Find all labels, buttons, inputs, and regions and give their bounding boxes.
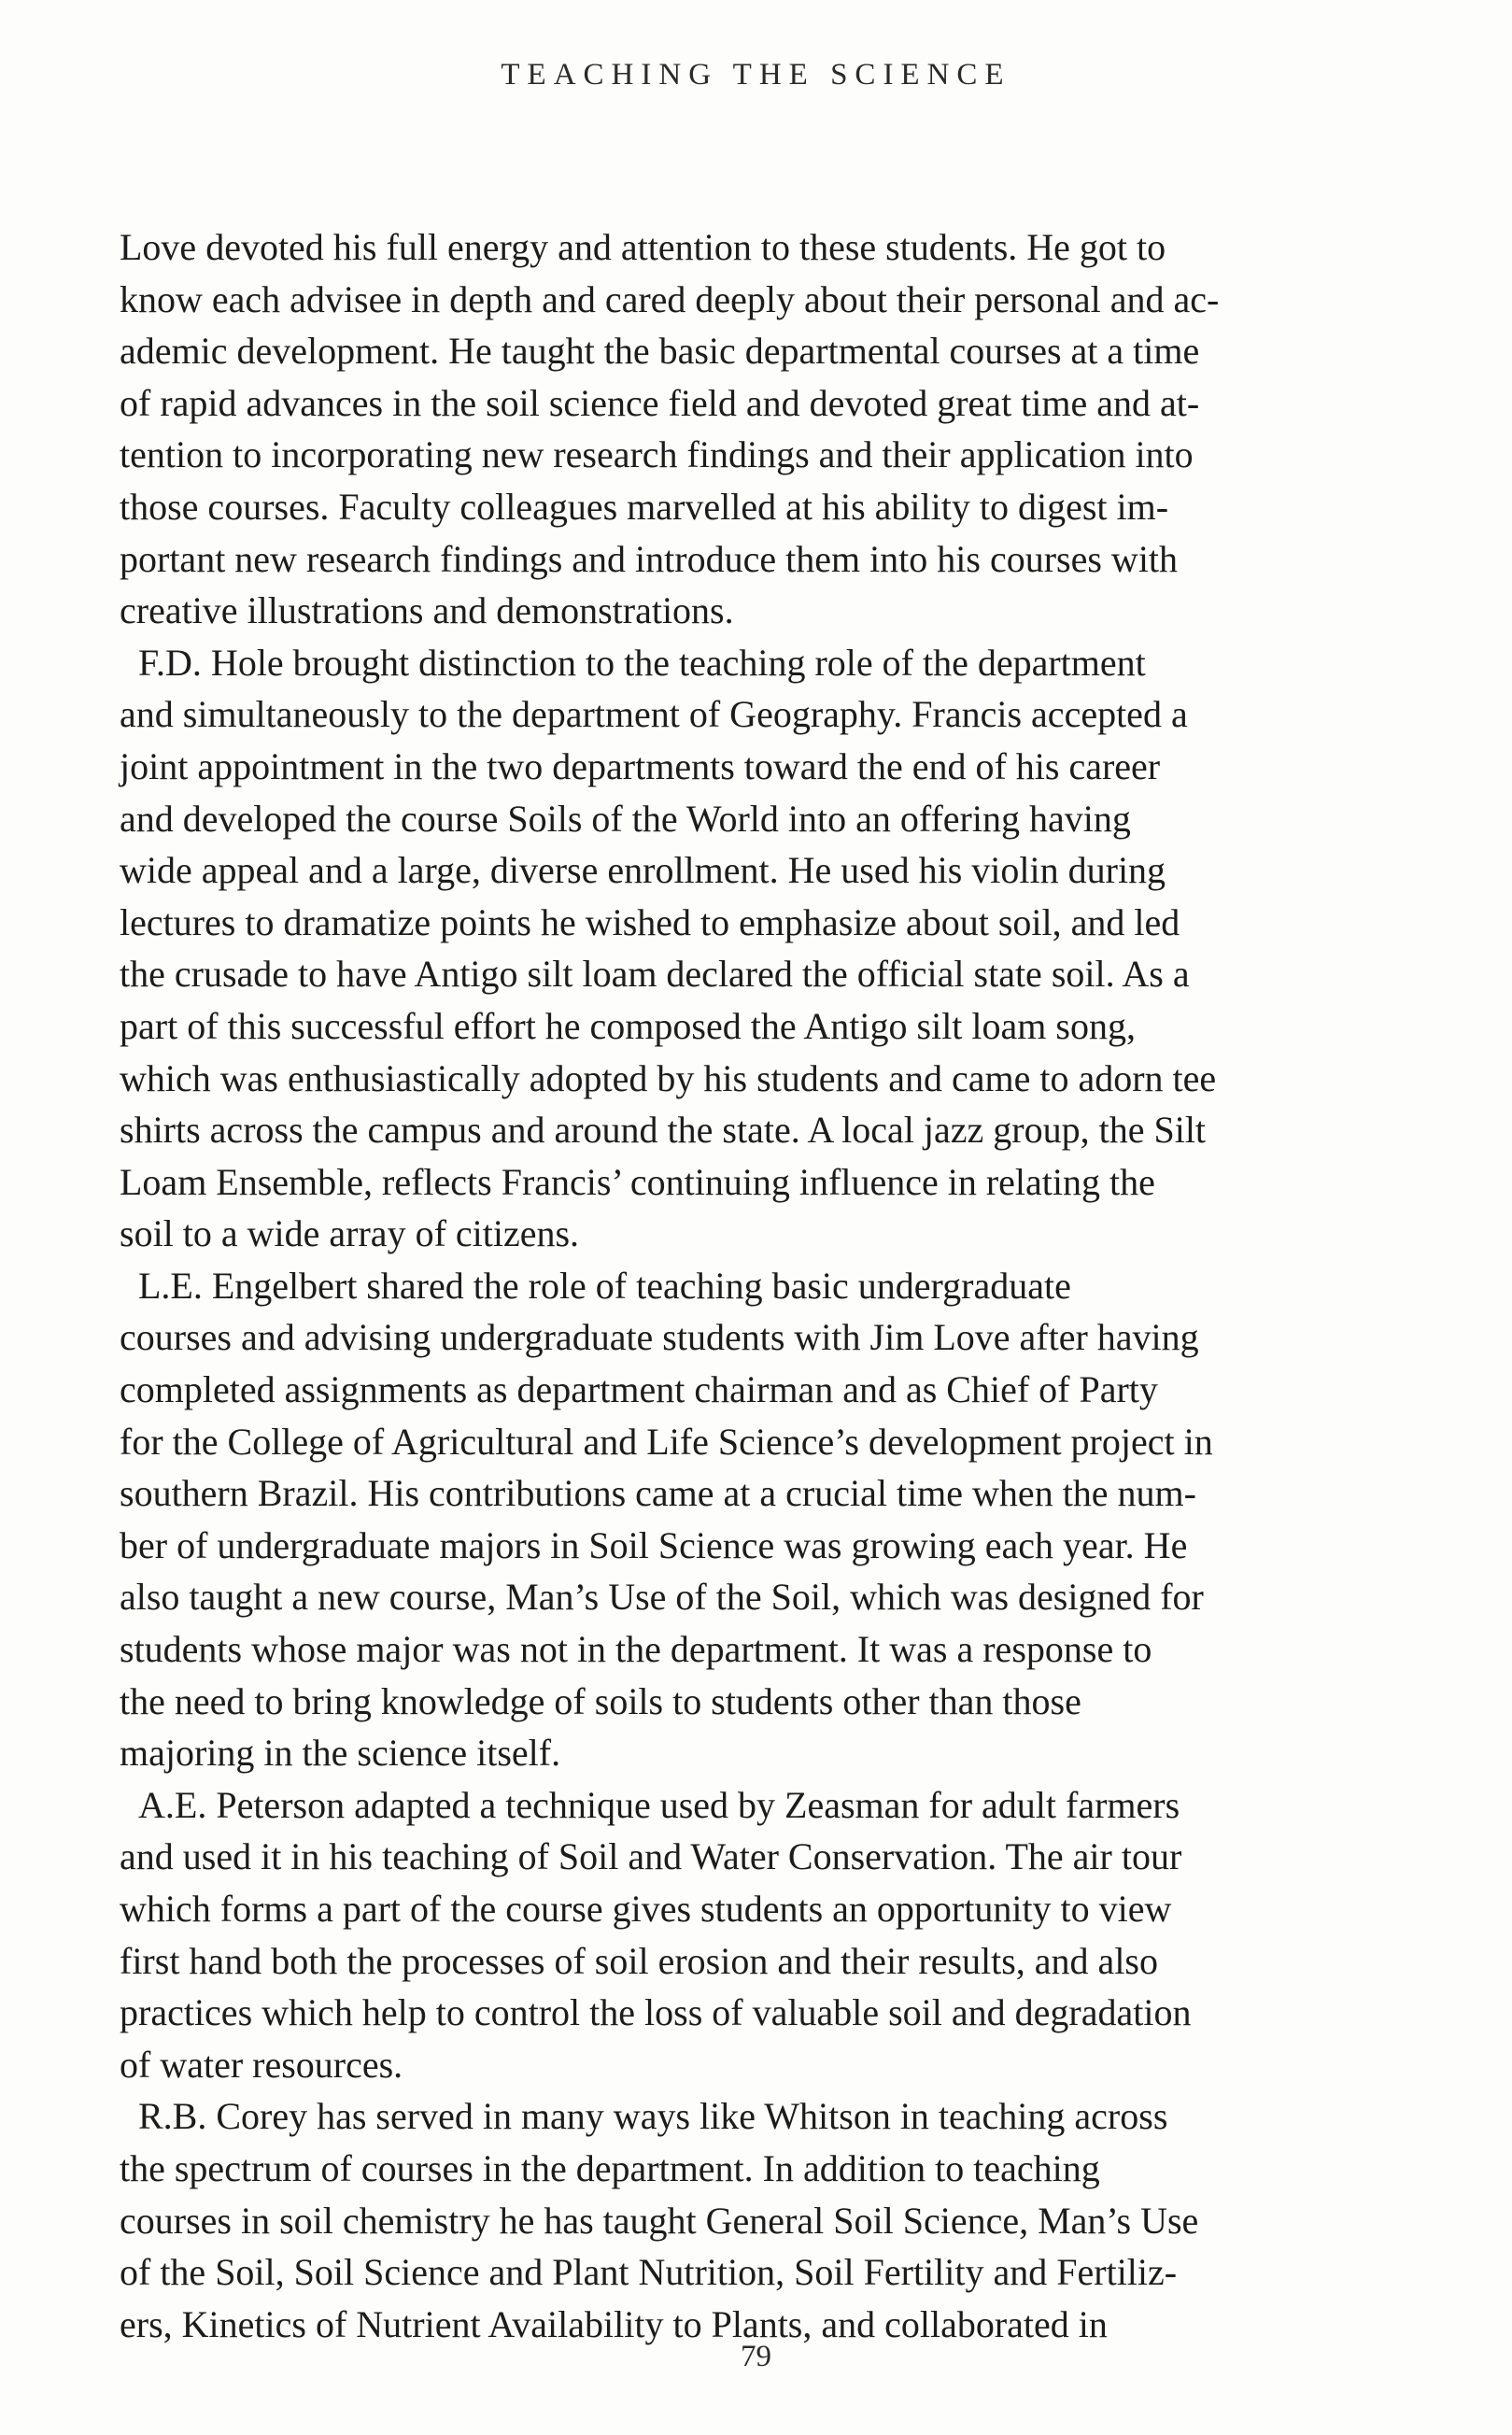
text-line: portant new research findings and introduce them into his courses with (120, 537, 1179, 580)
text-line: wide appeal and a large, diverse enrollment. He used his violin during (120, 849, 1166, 892)
text-line: Love devoted his full energy and attention to these students. He got to (120, 226, 1166, 268)
text-line: and used it in his teaching of Soil and Water Conservation. The air tour (120, 1835, 1182, 1878)
text-line: for the College of Agricultural and Life Science’s development project in (120, 1420, 1213, 1463)
page-number: 79 (741, 2340, 771, 2373)
text-line: the need to bring knowledge of soils to students other than those (120, 1679, 1081, 1722)
text-line: majoring in the science itself. (120, 1732, 561, 1775)
text-line: students whose major was not in the department. It was a response to (120, 1628, 1152, 1671)
text-line: Loam Ensemble, reflects Francis’ continuing influence in relating the (120, 1160, 1155, 1203)
text-line: practices which help to control the loss of valuable soil and degradation (120, 1991, 1192, 2034)
text-line: know each advisee in depth and cared deeply about their personal and ac- (120, 277, 1220, 320)
text-line: ber of undergraduate majors in Soil Science was growing each year. He (120, 1523, 1188, 1566)
text-line: soil to a wide array of citizens. (120, 1212, 580, 1255)
text-line: courses in soil chemistry he has taught General Soil Science, Man’s Use (120, 2199, 1199, 2242)
text-line: which forms a part of the course gives students an opportunity to view (120, 1888, 1172, 1930)
text-line: southern Brazil. His contributions came at a crucial time when the num- (120, 1472, 1196, 1515)
text-line: and developed the course Soils of the World into an offering having (120, 797, 1131, 840)
text-line: ers, Kinetics of Nutrient Availability to Plants, and collaborated in (120, 2302, 1108, 2345)
paragraph-start-line: L.E. Engelbert shared the role of teaching basic undergraduate (120, 1264, 1071, 1307)
text-line: and simultaneously to the department of Geography. Francis accepted a (120, 693, 1188, 736)
text-line: ademic development. He taught the basic departmental courses at a time (120, 330, 1200, 373)
text-line: creative illustrations and demonstrations. (120, 589, 734, 632)
text-line: completed assignments as department chairman and as Chief of Party (120, 1368, 1158, 1411)
paragraph-start-line: F.D. Hole brought distinction to the teaching role of the department (120, 641, 1146, 684)
text-line: shirts across the campus and around the state. A local jazz group, the Silt (120, 1109, 1207, 1152)
text-line: also taught a new course, Man’s Use of the Soil, which was designed for (120, 1576, 1204, 1619)
text-line: first hand both the processes of soil erosion and their results, and also (120, 1939, 1158, 1982)
text-line: lectures to dramatize points he wished to emphasize about soil, and led (120, 900, 1180, 943)
text-line: of water resources. (120, 2043, 403, 2086)
text-line: those courses. Faculty colleagues marvelled at his ability to digest im- (120, 485, 1169, 528)
running-head: TEACHING THE SCIENCE (501, 58, 1011, 92)
body-text (120, 221, 1399, 2350)
text-line: courses and advising undergraduate students with Jim Love after having (120, 1316, 1199, 1359)
text-line: tention to incorporating new research findings and their application into (120, 433, 1194, 476)
text-line: joint appointment in the two departments toward the end of his career (120, 744, 1161, 787)
text-line: of the Soil, Soil Science and Plant Nutrition, Soil Fertility and Fertiliz- (120, 2251, 1178, 2294)
text-line: which was enthusiastically adopted by his students and came to adorn tee (120, 1056, 1217, 1099)
paragraph-start-line: R.B. Corey has served in many ways like Whitson in teaching across (120, 2095, 1168, 2138)
text-line: of rapid advances in the soil science field and devoted great time and at- (120, 381, 1200, 424)
text-line: part of this successful effort he composed the Antigo silt loam song, (120, 1004, 1136, 1047)
text-line: the crusade to have Antigo silt loam declared the official state soil. As a (120, 953, 1190, 996)
text-line: the spectrum of courses in the department. In addition to teaching (120, 2146, 1100, 2189)
paragraph-start-line: A.E. Peterson adapted a technique used by Zeasman for adult farmers (120, 1783, 1180, 1826)
